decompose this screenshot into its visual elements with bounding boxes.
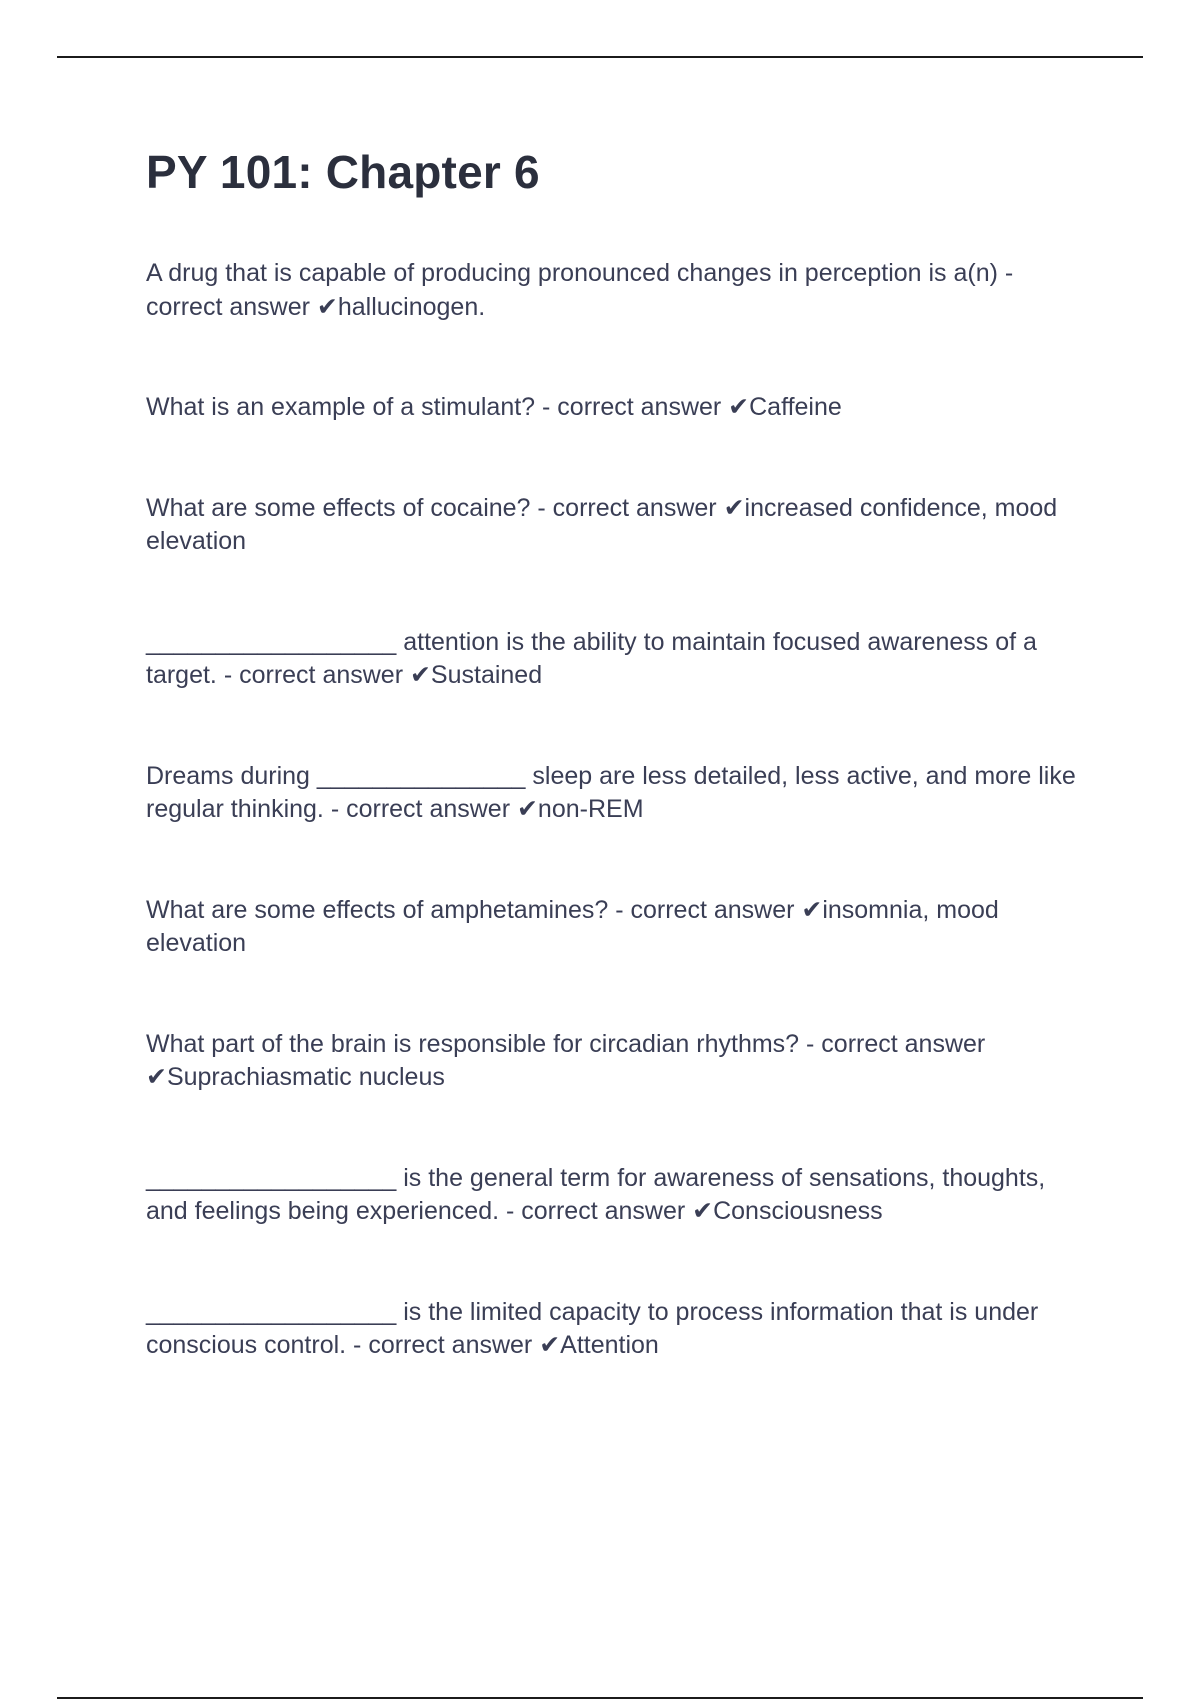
qa-item: What part of the brain is responsible for circadian rhythms? - correct answer ✔Suprachiasmatic nucleus (146, 1029, 986, 1091)
page-title: PY 101: Chapter 6 (146, 146, 540, 198)
qa-item: A drug that is capable of producing pronounced changes in perception is a(n) - correct answer ✔hallucinogen. (146, 259, 1014, 321)
qa-item: What are some effects of cocaine? - correct answer ✔increased confidence, mood elevation (146, 493, 1058, 555)
qa-item: __________________ is the limited capacity to process information that is under conscious control. - correct answer ✔Attention (146, 1297, 1039, 1359)
qa-item: What is an example of a stimulant? - correct answer ✔Caffeine (146, 393, 842, 421)
qa-item: Dreams during _______________ sleep are less detailed, less active, and more like regular thinking. - correct answer ✔non-REM (146, 761, 1076, 823)
qa-item: __________________ is the general term for awareness of sensations, thoughts, and feelings being experienced. - correct answer ✔Consciousness (146, 1163, 1046, 1225)
bottom-rule (57, 1697, 1143, 1699)
top-rule (57, 56, 1143, 58)
document-body (146, 142, 1086, 1363)
qa-item: __________________ attention is the ability to maintain focused awareness of a target. - correct answer ✔Sustained (146, 627, 1037, 689)
qa-item: What are some effects of amphetamines? - correct answer ✔insomnia, mood elevation (146, 895, 999, 957)
